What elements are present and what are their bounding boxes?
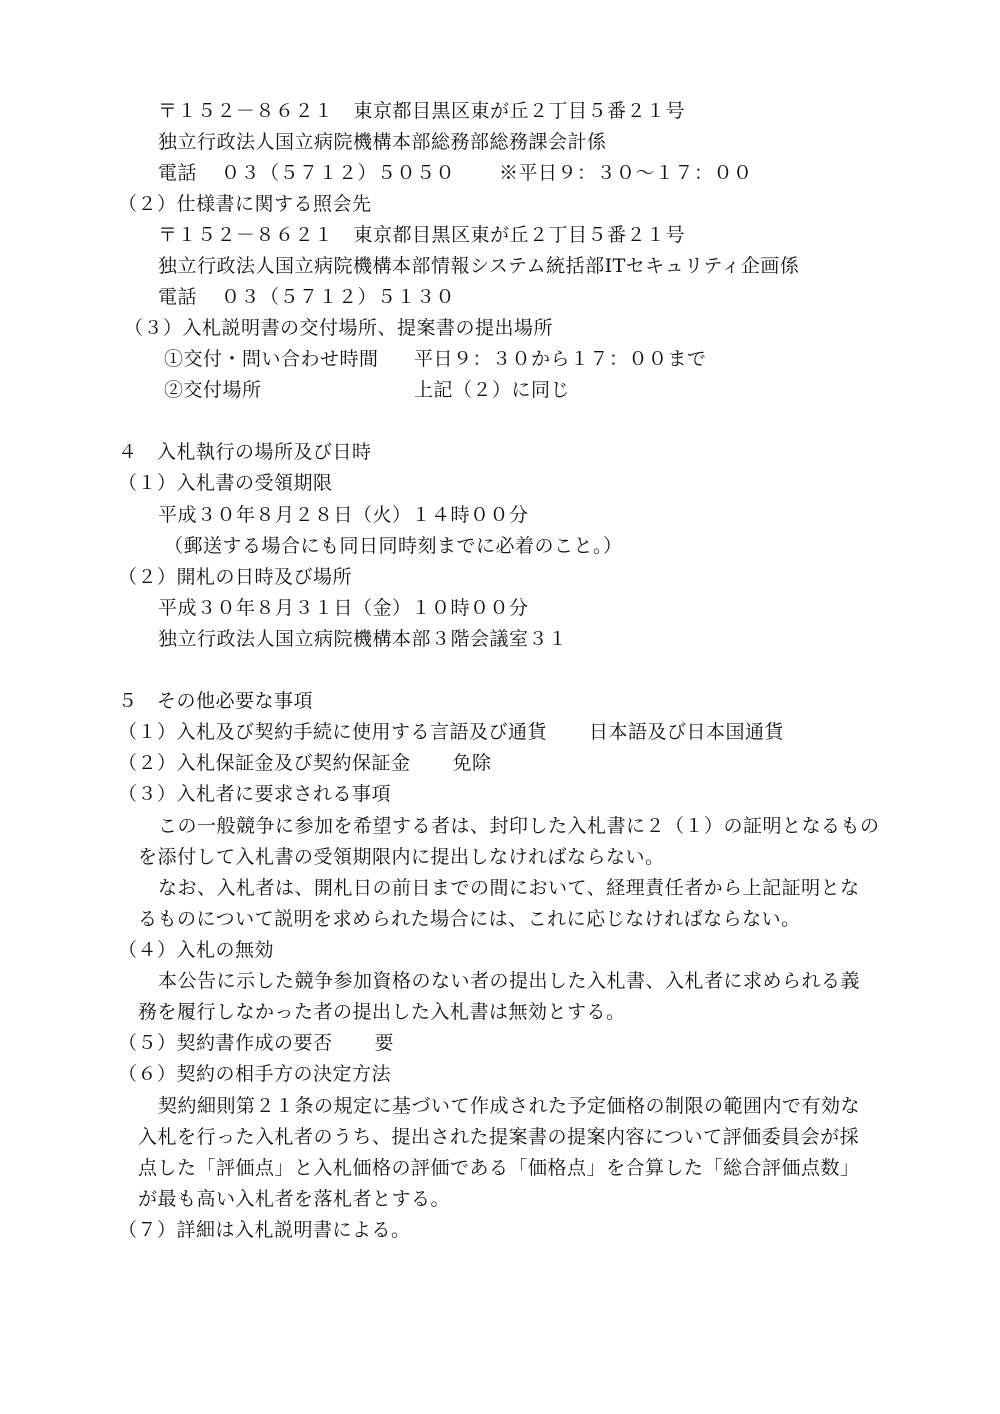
section3-item3-sub1 (164, 347, 707, 371)
section4-item1-heading: （１）入札書の受領期限 (118, 472, 333, 494)
address2-dept: 独立行政法人国立病院機構本部情報システム統括部ITセキュリティ企画係 (158, 255, 800, 277)
section5-item1-heading: （１）入札及び契約手続に使用する言語及び通貨 (118, 721, 548, 743)
section4-item2-heading: （２）開札の日時及び場所 (118, 566, 353, 588)
section5-item5-heading: （５）契約書作成の要否 (118, 1032, 333, 1054)
section5-item5 (118, 1031, 394, 1055)
address2-street: 東京都目黒区東が丘２丁目５番２１号 (353, 224, 686, 246)
section3-item3-heading: （３）入札説明書の交付場所、提案書の提出場所 (124, 317, 554, 339)
section5-item1-value: 日本語及び日本国通貨 (589, 721, 785, 743)
section5-heading: ５ その他必要な事項 (118, 690, 314, 712)
section5-item3-p1-line2: を添付して入札書の受領期限内に提出しなければならない。 (138, 846, 665, 868)
address1-postal: 〒１５２－８６２１ (158, 100, 334, 122)
section5-item6-line3: 点した「評価点」と入札価格の評価である「価格点」を合算した「総合評価点数」 (138, 1157, 860, 1179)
section5-item4-heading: （４）入札の無効 (118, 939, 275, 961)
section5-item3-p2-line1: なお、入札者は、開札日の前日までの間において、経理責任者から上記証明とな (158, 877, 860, 899)
section5-item6-line1: 契約細則第２１条の規定に基づいて作成された予定価格の制限の範囲内で有効な (158, 1095, 861, 1117)
section3-item3-sub2 (164, 378, 570, 402)
section3-item3-sub1-label: ①交付・問い合わせ時間 (164, 348, 379, 370)
section4-item2-date: 平成３０年８月３１日（金）１０時００分 (158, 597, 529, 619)
section5-item3-p2-line2: るものについて説明を求められた場合には、これに応じなければならない。 (138, 908, 801, 930)
section5-item2 (118, 751, 492, 775)
section3-item3-sub1-value: 平日９：３０から１７：００まで (414, 348, 707, 370)
section5-item3-heading: （３）入札者に要求される事項 (118, 783, 392, 805)
section3-item3-sub2-value: 上記（２）に同じ (414, 379, 571, 401)
section4-item2-place: 独立行政法人国立病院機構本部３階会議室３１ (158, 628, 568, 650)
address1-street: 東京都目黒区東が丘２丁目５番２１号 (353, 100, 686, 122)
section5-item6-line4: が最も高い入札者を落札者とする。 (138, 1188, 451, 1210)
address1-line (158, 99, 685, 123)
address1-tel-line (158, 161, 753, 185)
section5-item5-value: 要 (374, 1032, 395, 1054)
section3-item3-sub2-label: ②交付場所 (164, 379, 262, 401)
section5-item6-line2: 入札を行った入札者のうち、提出された提案書の提案内容について評価委員会が採 (138, 1126, 860, 1148)
section5-item2-value: 免除 (452, 752, 492, 774)
section4-heading: ４ 入札執行の場所及び日時 (118, 441, 372, 463)
address1-tel-label: 電話 (158, 162, 198, 184)
address1-dept: 独立行政法人国立病院機構本部総務部総務課会計係 (158, 131, 607, 153)
section5-item3-p1-line1: この一般競争に参加を希望する者は、封印した入札書に２（１）の証明となるもの (158, 815, 880, 837)
section4-item1-date: 平成３０年８月２８日（火）１４時００分 (158, 504, 529, 526)
address2-postal: 〒１５２－８６２１ (158, 224, 334, 246)
section5-item2-heading: （２）入札保証金及び契約保証金 (118, 752, 411, 774)
section5-item4-line1: 本公告に示した競争参加資格のない者の提出した入札書、入札者に求められる義 (158, 970, 861, 992)
section5-item6-heading: （６）契約の相手方の決定方法 (118, 1063, 392, 1085)
section5-item4-line2: 務を履行しなかった者の提出した入札書は無効とする。 (138, 1001, 626, 1023)
section5-item1 (118, 720, 784, 744)
address1-hours: ※平日９：３０～１７：００ (499, 162, 753, 184)
address2-tel-label: 電話 (158, 286, 198, 308)
address1-tel: ０３（５７１２）５０５０ (221, 162, 456, 184)
address2-line (158, 223, 685, 247)
section4-item1-note: （郵送する場合にも同日同時刻までに必着のこと。） (164, 535, 623, 557)
section3-item2-heading: （２）仕様書に関する照会先 (118, 193, 372, 215)
section5-item7-heading: （７）詳細は入札説明書による。 (118, 1219, 411, 1241)
address2-tel-line (158, 285, 455, 309)
address2-tel: ０３（５７１２）５１３０ (221, 286, 456, 308)
